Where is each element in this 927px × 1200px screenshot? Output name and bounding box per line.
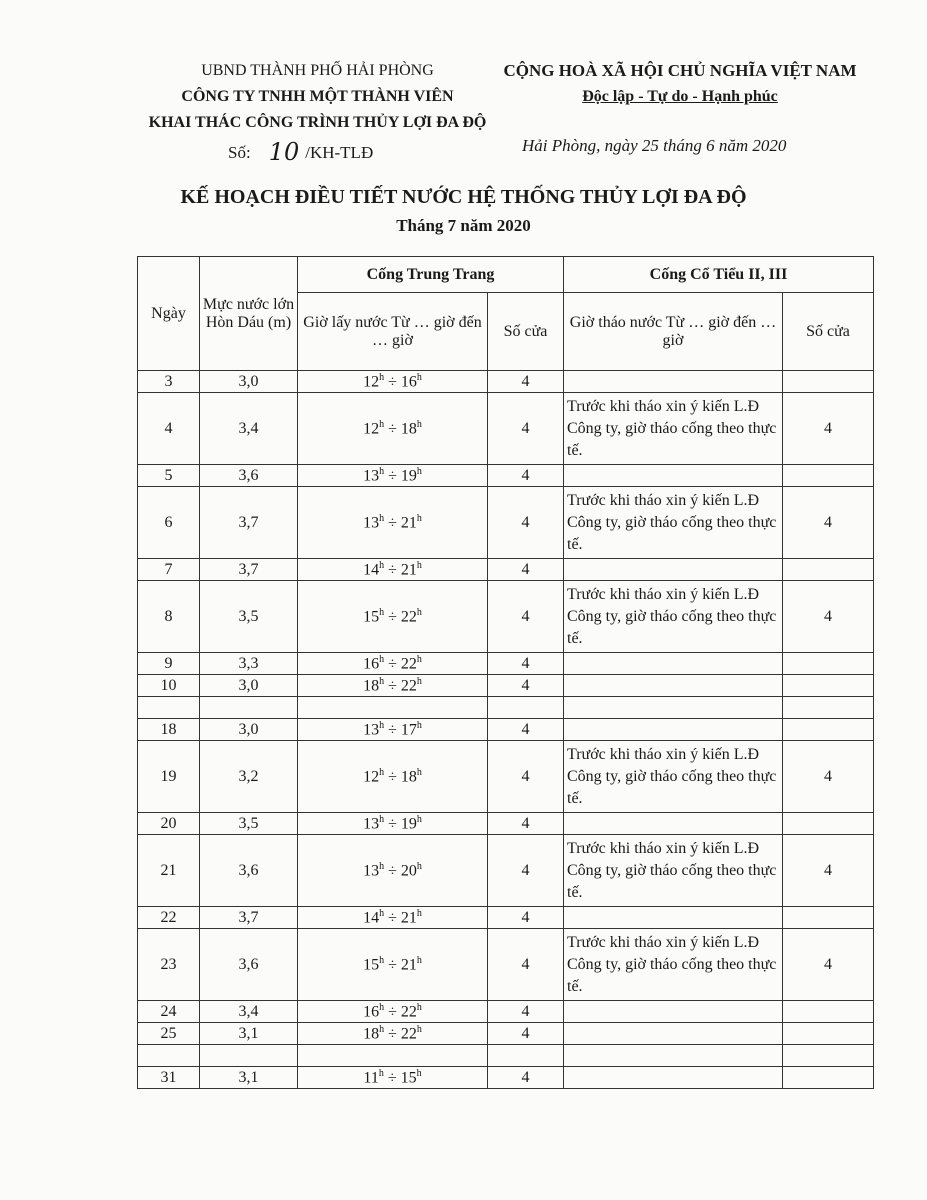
empty-cell [488, 697, 564, 719]
day-cell: 3 [138, 371, 200, 393]
table-row [138, 813, 874, 835]
intake-time-cell: $14^h \div 21^h$ [298, 559, 488, 581]
intake-doors-cell: 4 [488, 371, 564, 393]
intake-time-cell: $14^h \div 21^h$ [298, 907, 488, 929]
day-cell: 21 [138, 835, 200, 907]
day-cell: 8 [138, 581, 200, 653]
intake-time-cell: $13^h \div 21^h$ [298, 487, 488, 559]
table-row [138, 581, 874, 653]
water-level-cell: 3,0 [200, 371, 298, 393]
table-row [138, 393, 874, 465]
intake-time-cell: $12^h \div 18^h$ [298, 741, 488, 813]
intake-time-cell: $13^h \div 17^h$ [298, 719, 488, 741]
table-row [138, 719, 874, 741]
drain-note-cell: Trước khi tháo xin ý kiến L.Đ Công ty, giờ tháo cống theo thực tế. [564, 835, 783, 907]
motto: Độc lập - Tự do - Hạnh phúc [582, 88, 778, 105]
drain-note-cell: Trước khi tháo xin ý kiến L.Đ Công ty, giờ tháo cống theo thực tế. [564, 929, 783, 1001]
empty-cell [138, 697, 200, 719]
intake-doors-cell: 4 [488, 741, 564, 813]
intake-time-cell: $12^h \div 16^h$ [298, 371, 488, 393]
empty-cell [783, 697, 874, 719]
drain-note-cell [564, 907, 783, 929]
empty-cell [564, 697, 783, 719]
header-drain-time: Giờ tháo nước Từ … giờ đến … giờ [564, 293, 783, 371]
drain-note-cell [564, 653, 783, 675]
intake-doors-cell: 4 [488, 653, 564, 675]
drain-note-cell [564, 1023, 783, 1045]
header-day: Ngày [138, 257, 200, 371]
day-cell: 24 [138, 1001, 200, 1023]
day-cell: 6 [138, 487, 200, 559]
drain-doors-cell: 4 [783, 393, 874, 465]
intake-time-cell: $16^h \div 22^h$ [298, 653, 488, 675]
issuer-line-3: KHAI THÁC CÔNG TRÌNH THỦY LỢI ĐA ĐỘ [148, 114, 487, 131]
intake-doors-cell: 4 [488, 465, 564, 487]
intake-time-cell: $13^h \div 19^h$ [298, 465, 488, 487]
drain-doors-cell [783, 1067, 874, 1089]
drain-note-cell [564, 371, 783, 393]
drain-doors-cell: 4 [783, 835, 874, 907]
intake-doors-cell: 4 [488, 1023, 564, 1045]
drain-doors-cell [783, 465, 874, 487]
intake-doors-cell: 4 [488, 719, 564, 741]
drain-note-cell [564, 1067, 783, 1089]
header-intake-doors: Số cửa [488, 293, 564, 371]
drain-doors-cell [783, 1001, 874, 1023]
document-date: Hải Phòng, ngày 25 tháng 6 năm 2020 [522, 136, 787, 155]
day-cell: 18 [138, 719, 200, 741]
drain-doors-cell [783, 675, 874, 697]
intake-time-cell: $12^h \div 18^h$ [298, 393, 488, 465]
intake-time-cell: $16^h \div 22^h$ [298, 1001, 488, 1023]
intake-time-cell: $13^h \div 20^h$ [298, 835, 488, 907]
water-level-cell: 3,6 [200, 465, 298, 487]
water-level-cell: 3,2 [200, 741, 298, 813]
intake-doors-cell: 4 [488, 813, 564, 835]
empty-cell [298, 697, 488, 719]
drain-doors-cell [783, 907, 874, 929]
day-cell: 22 [138, 907, 200, 929]
table-row [138, 907, 874, 929]
issuer-line-2: CÔNG TY TNHH MỘT THÀNH VIÊN [181, 88, 454, 105]
table-row [138, 835, 874, 907]
drain-note-cell: Trước khi tháo xin ý kiến L.Đ Công ty, giờ tháo cống theo thực tế. [564, 393, 783, 465]
header-drain-doors: Số cửa [783, 293, 874, 371]
header-cong-co-tieu: Cống Cổ Tiểu II, III [564, 257, 874, 293]
empty-cell [200, 697, 298, 719]
intake-doors-cell: 4 [488, 581, 564, 653]
water-level-cell: 3,5 [200, 581, 298, 653]
intake-doors-cell: 4 [488, 1067, 564, 1089]
drain-doors-cell [783, 559, 874, 581]
drain-note-cell [564, 675, 783, 697]
document-subtitle: Tháng 7 năm 2020 [396, 216, 531, 235]
water-level-cell: 3,0 [200, 675, 298, 697]
intake-time-cell: $15^h \div 21^h$ [298, 929, 488, 1001]
day-cell: 9 [138, 653, 200, 675]
drain-doors-cell [783, 719, 874, 741]
day-cell: 31 [138, 1067, 200, 1089]
drain-note-cell: Trước khi tháo xin ý kiến L.Đ Công ty, giờ tháo cống theo thực tế. [564, 741, 783, 813]
empty-cell [488, 1045, 564, 1067]
table-row [138, 1023, 874, 1045]
table-row [138, 559, 874, 581]
so-label: Số: [228, 143, 251, 162]
drain-doors-cell: 4 [783, 741, 874, 813]
water-level-cell: 3,5 [200, 813, 298, 835]
intake-doors-cell: 4 [488, 559, 564, 581]
drain-note-cell: Trước khi tháo xin ý kiến L.Đ Công ty, giờ tháo cống theo thực tế. [564, 487, 783, 559]
water-level-cell: 3,3 [200, 653, 298, 675]
intake-time-cell: $15^h \div 22^h$ [298, 581, 488, 653]
day-cell: 10 [138, 675, 200, 697]
intake-doors-cell: 4 [488, 835, 564, 907]
drain-doors-cell [783, 653, 874, 675]
header-intake-time: Giờ lấy nước Từ … giờ đến … giờ [298, 293, 488, 371]
intake-doors-cell: 4 [488, 675, 564, 697]
drain-doors-cell [783, 371, 874, 393]
table-row [138, 487, 874, 559]
table-row [138, 1001, 874, 1023]
intake-time-cell: $11^h \div 15^h$ [298, 1067, 488, 1089]
schedule-table [137, 256, 874, 1089]
national-block [480, 58, 880, 110]
empty-cell [200, 1045, 298, 1067]
header-water-level: Mực nước lớn Hòn Dáu (m) [200, 257, 298, 371]
table-row [138, 371, 874, 393]
water-level-cell: 3,0 [200, 719, 298, 741]
so-suffix: /KH-TLĐ [305, 143, 374, 162]
day-cell: 4 [138, 393, 200, 465]
issuer-line-1: UBND THÀNH PHỐ HẢI PHÒNG [201, 62, 434, 79]
water-level-cell: 3,6 [200, 929, 298, 1001]
drain-doors-cell: 4 [783, 581, 874, 653]
drain-note-cell: Trước khi tháo xin ý kiến L.Đ Công ty, giờ tháo cống theo thực tế. [564, 581, 783, 653]
country-name: CỘNG HOÀ XÃ HỘI CHỦ NGHĨA VIỆT NAM [503, 61, 857, 80]
intake-time-cell: $18^h \div 22^h$ [298, 1023, 488, 1045]
document-title: KẾ HOẠCH ĐIỀU TIẾT NƯỚC HỆ THỐNG THỦY LỢI ĐA ĐỘ [180, 186, 747, 208]
empty-cell [138, 1045, 200, 1067]
day-cell: 5 [138, 465, 200, 487]
table-row [138, 741, 874, 813]
intake-doors-cell: 4 [488, 393, 564, 465]
so-number: 10 [268, 138, 300, 166]
day-cell: 20 [138, 813, 200, 835]
water-level-cell: 3,6 [200, 835, 298, 907]
intake-doors-cell: 4 [488, 1001, 564, 1023]
table-row [138, 929, 874, 1001]
water-level-cell: 3,1 [200, 1067, 298, 1089]
empty-cell [783, 1045, 874, 1067]
table-row [138, 653, 874, 675]
drain-doors-cell [783, 1023, 874, 1045]
drain-note-cell [564, 465, 783, 487]
intake-doors-cell: 4 [488, 487, 564, 559]
drain-doors-cell: 4 [783, 929, 874, 1001]
table-row-blank [138, 697, 874, 719]
table-row-blank [138, 1045, 874, 1067]
day-cell: 19 [138, 741, 200, 813]
table-row [138, 465, 874, 487]
drain-note-cell [564, 813, 783, 835]
drain-note-cell [564, 1001, 783, 1023]
water-level-cell: 3,7 [200, 487, 298, 559]
water-level-cell: 3,7 [200, 907, 298, 929]
document-number [228, 136, 373, 164]
intake-time-cell: $18^h \div 22^h$ [298, 675, 488, 697]
water-level-cell: 3,1 [200, 1023, 298, 1045]
drain-note-cell [564, 719, 783, 741]
header-cong-trung-trang: Cống Trung Trang [298, 257, 564, 293]
water-level-cell: 3,4 [200, 393, 298, 465]
water-level-cell: 3,7 [200, 559, 298, 581]
intake-doors-cell: 4 [488, 929, 564, 1001]
intake-doors-cell: 4 [488, 907, 564, 929]
drain-doors-cell [783, 813, 874, 835]
empty-cell [298, 1045, 488, 1067]
intake-time-cell: $13^h \div 19^h$ [298, 813, 488, 835]
empty-cell [564, 1045, 783, 1067]
table-body [138, 371, 874, 1089]
drain-doors-cell: 4 [783, 487, 874, 559]
table-row [138, 1067, 874, 1089]
water-level-cell: 3,4 [200, 1001, 298, 1023]
day-cell: 23 [138, 929, 200, 1001]
table-row [138, 675, 874, 697]
day-cell: 7 [138, 559, 200, 581]
issuer-block [140, 58, 495, 136]
day-cell: 25 [138, 1023, 200, 1045]
drain-note-cell [564, 559, 783, 581]
